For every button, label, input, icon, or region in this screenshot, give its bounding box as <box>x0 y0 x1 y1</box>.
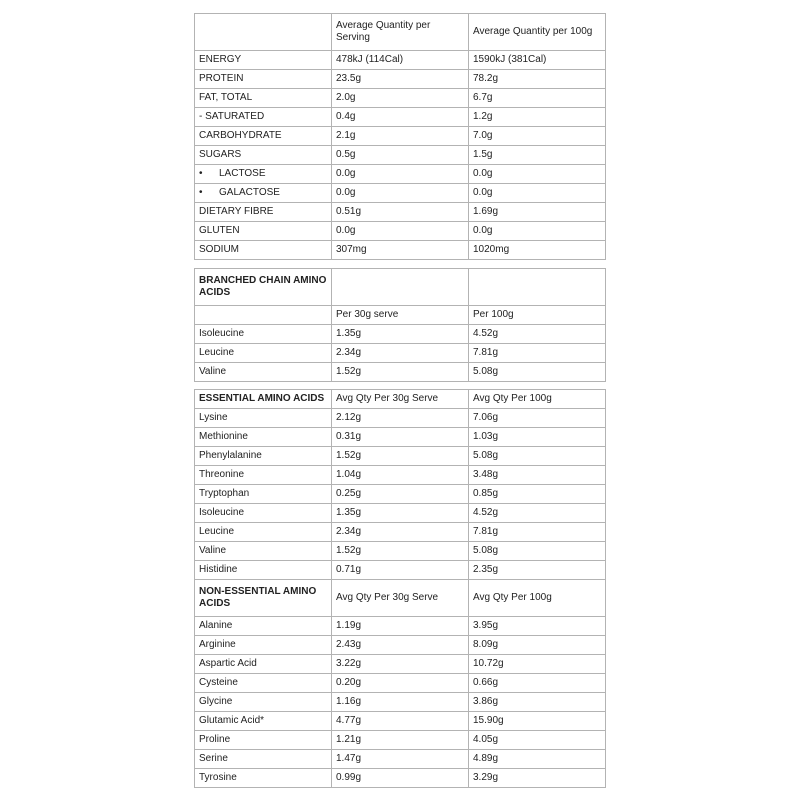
table-row <box>195 693 606 712</box>
table-row <box>195 617 606 636</box>
per-serving-value: 0.31g <box>332 428 469 447</box>
amino-acid-name: Tryptophan <box>195 485 332 504</box>
table-row <box>195 51 606 70</box>
header-cell-100g: Per 100g <box>469 306 606 325</box>
per-100g-value: 5.08g <box>469 447 606 466</box>
header-cell-serving: Avg Qty Per 30g Serve <box>332 580 469 617</box>
table-row <box>195 165 606 184</box>
amino-acid-name: Serine <box>195 750 332 769</box>
nutrient-name: PROTEIN <box>195 70 332 89</box>
table-header-row <box>195 14 606 51</box>
nutrient-name: ENERGY <box>195 51 332 70</box>
table-header-row <box>195 580 606 617</box>
header-cell-100g: Avg Qty Per 100g <box>469 390 606 409</box>
table-row <box>195 674 606 693</box>
per-serving-value: 307mg <box>332 241 469 260</box>
per-serving-value: 2.34g <box>332 523 469 542</box>
table-row <box>195 466 606 485</box>
table-row <box>195 89 606 108</box>
per-serving-value: 0.0g <box>332 165 469 184</box>
per-serving-value: 0.71g <box>332 561 469 580</box>
per-serving-value: 0.5g <box>332 146 469 165</box>
per-100g-value: 8.09g <box>469 636 606 655</box>
table-row <box>195 363 606 382</box>
nutrient-label: LACTOSE <box>219 168 266 179</box>
per-100g-value: 3.48g <box>469 466 606 485</box>
per-serving-value: 2.34g <box>332 344 469 363</box>
per-100g-value: 1.2g <box>469 108 606 127</box>
per-100g-value: 7.81g <box>469 344 606 363</box>
per-serving-value: 0.25g <box>332 485 469 504</box>
per-serving-value: 2.1g <box>332 127 469 146</box>
per-100g-value: 4.89g <box>469 750 606 769</box>
nutrient-name: FAT, TOTAL <box>195 89 332 108</box>
header-cell-serving: Avg Qty Per 30g Serve <box>332 390 469 409</box>
table-row <box>195 485 606 504</box>
per-serving-value: 0.0g <box>332 222 469 241</box>
table-row <box>195 146 606 165</box>
per-100g-value: 15.90g <box>469 712 606 731</box>
header-cell-100g: Avg Qty Per 100g <box>469 580 606 617</box>
nutrient-name: SODIUM <box>195 241 332 260</box>
table-header-row <box>195 306 606 325</box>
amino-acid-name: Lysine <box>195 409 332 428</box>
per-serving-value: 2.12g <box>332 409 469 428</box>
per-100g-value: 3.95g <box>469 617 606 636</box>
amino-acid-name: Cysteine <box>195 674 332 693</box>
amino-acid-name: Leucine <box>195 523 332 542</box>
per-100g-value: 6.7g <box>469 89 606 108</box>
per-100g-value: 3.29g <box>469 769 606 788</box>
per-serving-value: 1.52g <box>332 363 469 382</box>
per-100g-value: 5.08g <box>469 363 606 382</box>
table-row <box>195 241 606 260</box>
amino-acid-name: Glutamic Acid* <box>195 712 332 731</box>
table-row <box>195 731 606 750</box>
table-row <box>195 750 606 769</box>
table-row <box>195 504 606 523</box>
per-100g-value: 10.72g <box>469 655 606 674</box>
per-serving-value: 1.52g <box>332 542 469 561</box>
per-serving-value: 478kJ (114Cal) <box>332 51 469 70</box>
empty-cell <box>332 269 469 306</box>
nutrient-name: GLUTEN <box>195 222 332 241</box>
amino-acid-name: Valine <box>195 363 332 382</box>
per-100g-value: 7.06g <box>469 409 606 428</box>
amino-acid-name: Glycine <box>195 693 332 712</box>
nutrition-table <box>194 13 606 260</box>
per-serving-value: 0.20g <box>332 674 469 693</box>
per-serving-value: 0.99g <box>332 769 469 788</box>
amino-acid-name: Proline <box>195 731 332 750</box>
amino-acid-name: Phenylalanine <box>195 447 332 466</box>
per-100g-value: 1.03g <box>469 428 606 447</box>
table-row <box>195 523 606 542</box>
per-serving-value: 2.43g <box>332 636 469 655</box>
amino-acids-table <box>194 389 606 788</box>
per-100g-value: 0.0g <box>469 184 606 203</box>
table-row <box>195 447 606 466</box>
header-cell-100g: Average Quantity per 100g <box>469 14 606 51</box>
bullet-glyph: • <box>199 168 203 179</box>
table-row <box>195 428 606 447</box>
table-row <box>195 409 606 428</box>
table-row <box>195 542 606 561</box>
per-100g-value: 4.52g <box>469 325 606 344</box>
per-serving-value: 0.0g <box>332 184 469 203</box>
per-serving-value: 23.5g <box>332 70 469 89</box>
amino-acid-name: Isoleucine <box>195 504 332 523</box>
nutrient-name: DIETARY FIBRE <box>195 203 332 222</box>
empty-cell <box>469 269 606 306</box>
amino-acid-name: Threonine <box>195 466 332 485</box>
amino-acid-name: Isoleucine <box>195 325 332 344</box>
per-100g-value: 0.0g <box>469 222 606 241</box>
header-cell-blank <box>195 14 332 51</box>
amino-acid-name: Histidine <box>195 561 332 580</box>
table-row <box>195 325 606 344</box>
neaa-title: NON-ESSENTIAL AMINO ACIDS <box>195 580 332 617</box>
nutrient-name: SUGARS <box>195 146 332 165</box>
amino-acid-name: Tyrosine <box>195 769 332 788</box>
per-serving-value: 1.35g <box>332 504 469 523</box>
per-serving-value: 1.47g <box>332 750 469 769</box>
bcaa-table <box>194 268 606 382</box>
table-row <box>195 712 606 731</box>
per-100g-value: 1.69g <box>469 203 606 222</box>
table-row <box>195 70 606 89</box>
per-100g-value: 2.35g <box>469 561 606 580</box>
nutrient-name <box>195 184 332 203</box>
table-title-row <box>195 269 606 306</box>
amino-acid-name: Alanine <box>195 617 332 636</box>
per-100g-value: 0.66g <box>469 674 606 693</box>
per-100g-value: 4.05g <box>469 731 606 750</box>
per-100g-value: 5.08g <box>469 542 606 561</box>
amino-acid-name: Leucine <box>195 344 332 363</box>
table-row <box>195 184 606 203</box>
per-serving-value: 1.19g <box>332 617 469 636</box>
per-serving-value: 1.52g <box>332 447 469 466</box>
per-serving-value: 3.22g <box>332 655 469 674</box>
per-100g-value: 1.5g <box>469 146 606 165</box>
table-row <box>195 127 606 146</box>
per-serving-value: 1.21g <box>332 731 469 750</box>
per-serving-value: 1.04g <box>332 466 469 485</box>
per-100g-value: 1020mg <box>469 241 606 260</box>
per-serving-value: 1.16g <box>332 693 469 712</box>
per-100g-value: 1590kJ (381Cal) <box>469 51 606 70</box>
per-100g-value: 4.52g <box>469 504 606 523</box>
per-100g-value: 0.85g <box>469 485 606 504</box>
table-row <box>195 769 606 788</box>
nutrient-name <box>195 165 332 184</box>
nutrient-name: CARBOHYDRATE <box>195 127 332 146</box>
eaa-title: ESSENTIAL AMINO ACIDS <box>195 390 332 409</box>
bullet-glyph: • <box>199 187 203 198</box>
per-100g-value: 78.2g <box>469 70 606 89</box>
amino-acid-name: Aspartic Acid <box>195 655 332 674</box>
table-row <box>195 636 606 655</box>
per-serving-value: 4.77g <box>332 712 469 731</box>
per-serving-value: 0.51g <box>332 203 469 222</box>
header-cell-serving: Per 30g serve <box>332 306 469 325</box>
nutrient-label: GALACTOSE <box>219 187 280 198</box>
table-row <box>195 344 606 363</box>
nutrient-name: - SATURATED <box>195 108 332 127</box>
per-100g-value: 7.81g <box>469 523 606 542</box>
per-serving-value: 1.35g <box>332 325 469 344</box>
per-100g-value: 3.86g <box>469 693 606 712</box>
table-row <box>195 222 606 241</box>
amino-acid-name: Arginine <box>195 636 332 655</box>
table-header-row <box>195 390 606 409</box>
table-row <box>195 108 606 127</box>
table-row <box>195 203 606 222</box>
amino-acid-name: Methionine <box>195 428 332 447</box>
header-cell-serving: Average Quantity per Serving <box>332 14 469 51</box>
per-serving-value: 2.0g <box>332 89 469 108</box>
header-cell-blank <box>195 306 332 325</box>
bcaa-title: BRANCHED CHAIN AMINO ACIDS <box>195 269 332 306</box>
table-row <box>195 561 606 580</box>
per-100g-value: 7.0g <box>469 127 606 146</box>
table-row <box>195 655 606 674</box>
amino-acid-name: Valine <box>195 542 332 561</box>
per-serving-value: 0.4g <box>332 108 469 127</box>
per-100g-value: 0.0g <box>469 165 606 184</box>
